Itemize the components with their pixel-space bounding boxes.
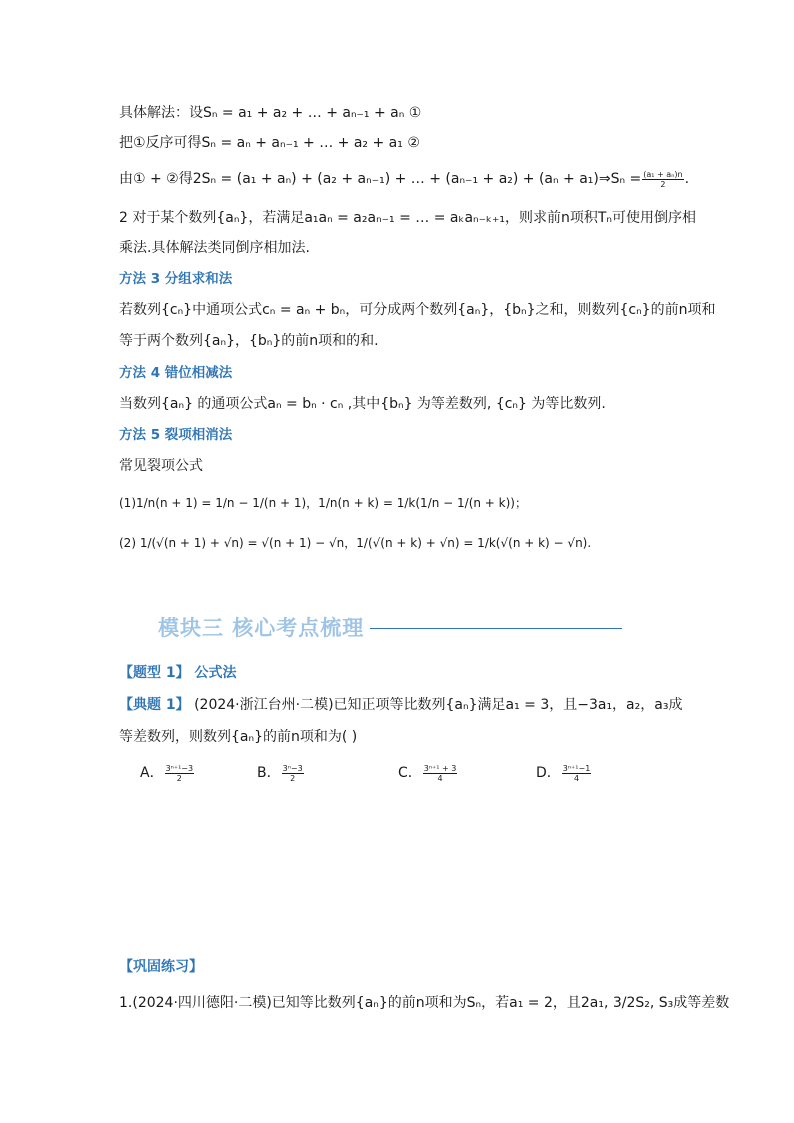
split-formula-1: (1)1/n(n + 1) = 1/n − 1/(n + 1)，1/n(n + k) = 1/k(1/n − 1/(n + k))； [119,496,527,510]
example-1 [119,695,682,715]
option-b: B． $\frac{\text{3ⁿ−3}}{2}$ [257,763,303,783]
method-3-text: 若数列{cₙ}中通项公式cₙ = aₙ + bₙ，可分成两个数列{aₙ}，{bₙ}之和，则数列{cₙ}的前n项和 [119,302,716,318]
question-type-1: 【题型 1】 公式法 [119,665,237,681]
module-title-text: 模块三 核心考点梳理 [158,616,365,640]
method-3-heading: 方法 3 分组求和法 [119,271,233,287]
module-title [158,612,622,642]
module-title-rule [370,628,622,629]
method-4-heading: 方法 4 错位相减法 [119,365,233,381]
option-a: A． $\frac{\text{3ⁿ⁺¹−3}}{2}$ [140,763,194,783]
method-3-text-2: 等于两个数列{aₙ}，{bₙ}的前n项和的和. [119,333,379,349]
option-c: C． $\frac{\text{3ⁿ⁺¹ + 3}}{4}$ [398,763,457,783]
solution-step-3-text: 由① + ②得2Sₙ = (a₁ + aₙ) + (a₂ + aₙ₋₁) + … + (aₙ₋₁ + a₂) + (aₙ + a₁)⇒Sₙ = [119,171,642,187]
example-1-text-2: 等差数列，则数列{aₙ}的前n项和为( ) [119,729,358,745]
solution-step-1: 具体解法：设Sₙ = a₁ + a₂ + … + aₙ₋₁ + aₙ ① [119,105,422,121]
solution-step-3-fraction: $\frac{\text{(a₁ + aₙ)n}}{2}$ [643,169,683,189]
option-d: D． $\frac{\text{3ⁿ⁺¹−1}}{4}$ [536,763,591,783]
reverse-product-text-2: 乘法.具体解法类同倒序相加法. [119,240,310,256]
method-5-heading: 方法 5 裂项相消法 [119,427,233,443]
split-formula-2: (2) 1/(√(n + 1) + √n) = √(n + 1) − √n，1/(√(n + k) + √n) = 1/k(√(n + k) − √n). [119,536,592,550]
solution-step-2: 把①反序可得Sₙ = aₙ + aₙ₋₁ + … + a₂ + a₁ ② [119,135,420,151]
solution-step-3: 由① + ②得2Sₙ = (a₁ + aₙ) + (a₂ + aₙ₋₁) + … + (aₙ₋₁ + a₂) + (aₙ + a₁)⇒Sₙ = $\frac{\text{(a₁ + aₙ)n}}{2}$ . [119,169,690,189]
example-1-text: (2024·浙江台州·二模)已知正项等比数列{aₙ}满足a₁ = 3，且−3a₁，a₂，a₃成 [189,697,683,713]
reverse-product-text: 2 对于某个数列{aₙ}，若满足a₁aₙ = a₂aₙ₋₁ = … = aₖaₙ₋ₖ₊₁，则求前n项积Tₙ可使用倒序相 [119,210,696,226]
method-4-text: 当数列{aₙ} 的通项公式aₙ = bₙ · cₙ ,其中{bₙ} 为等差数列, {cₙ} 为等比数列. [119,396,606,412]
practice-question-1: 1.(2024·四川德阳·二模)已知等比数列{aₙ}的前n项和为Sₙ，若a₁ = 2，且2a₁, 3/2S₂, S₃成等差数 [119,995,730,1011]
example-1-tag: 【典题 1】 [119,697,190,713]
practice-heading: 【巩固练习】 [119,959,203,975]
method-5-text: 常见裂项公式 [119,458,203,474]
